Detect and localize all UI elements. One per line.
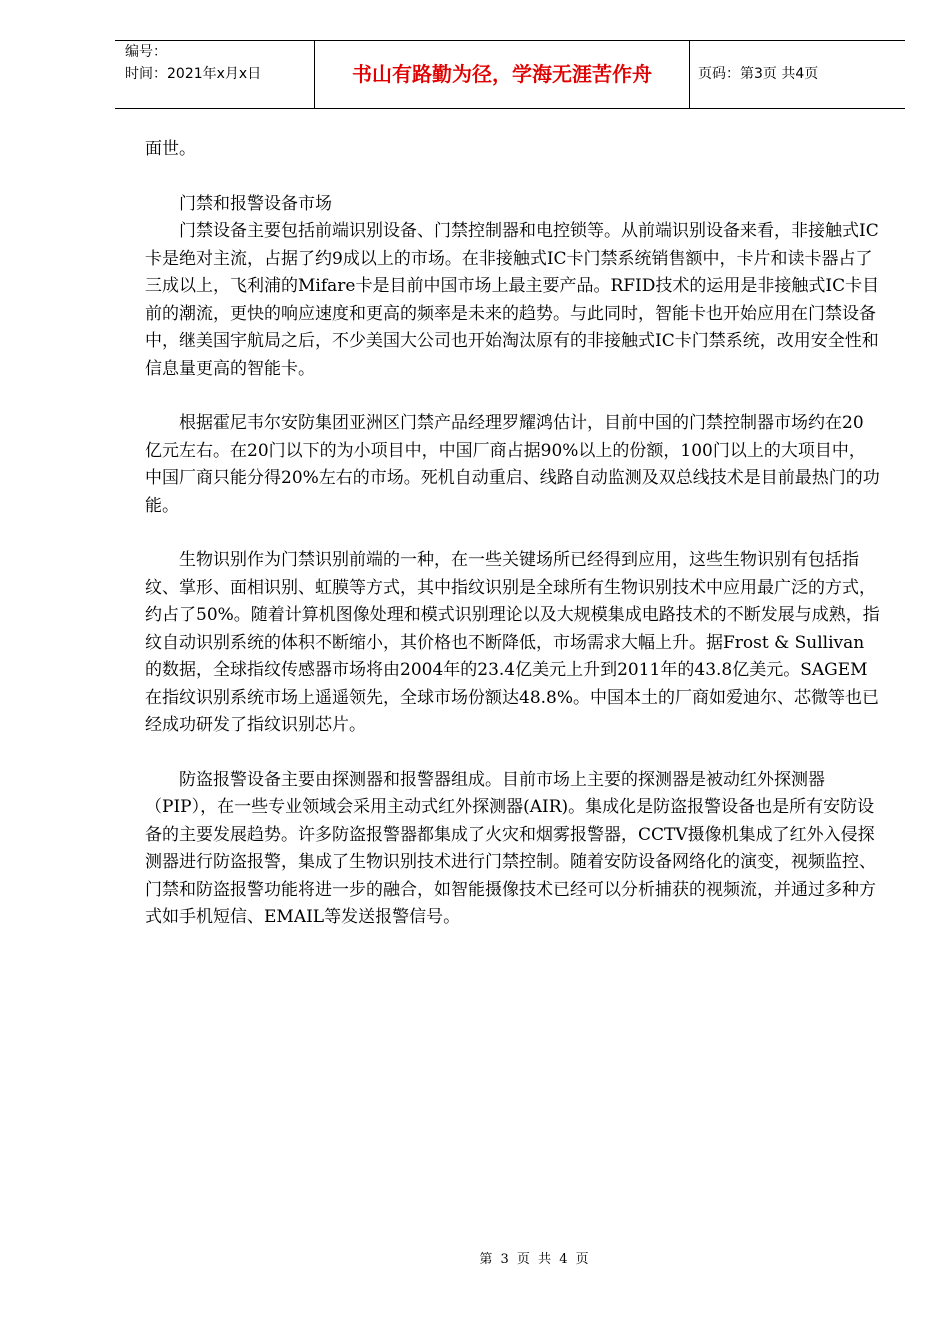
header-page-number: 页码：第3页 共4页 bbox=[698, 66, 819, 82]
paragraph: 根据霍尼韦尔安防集团亚洲区门禁产品经理罗耀鸿估计，目前中国的门禁控制器市场约在20亿元左右。在20门以下的为小项目中，中国厂商占据90%以上的份额，100门以上的大项目中，中国厂商只能分得20%左右的市场。死机自动重启、线路自动监测及双总线技术是目前最热门的功能。 bbox=[145, 413, 880, 516]
document-body bbox=[145, 136, 880, 932]
header-meta bbox=[115, 41, 315, 108]
paragraph: 生物识别作为门禁识别前端的一种，在一些关键场所已经得到应用，这些生物识别有包括指纹、掌形、面相识别、虹膜等方式，其中指纹识别是全球所有生物识别技术中应用最广泛的方式，约占了50%。随着计算机图像处理和模式识别理论以及大规模集成电路技术的不断发展与成熟，指纹自动识别系统的体积不断缩小，其价格也不断降低，市场需求大幅上升。据Frost & Sullivan的数据，全球指纹传感器市场将由2004年的23.4亿美元上升到2011年的43.8亿美元。SAGEM在指纹识别系统市场上遥遥领先，全球市场份额达48.8%。中国本土的厂商如爱迪尔、芯微等也已经成功研发了指纹识别芯片。 bbox=[145, 550, 880, 735]
page-header bbox=[115, 40, 905, 109]
paragraph: 防盗报警设备主要由探测器和报警器组成。目前市场上主要的探测器是被动红外探测器（PIP），在一些专业领域会采用主动式红外探测器(AIR)。集成化是防盗报警设备也是所有安防设备的主要发展趋势。许多防盗报警器都集成了火灾和烟雾报警器，CCTV摄像机集成了红外入侵探测器进行防盗报警，集成了生物识别技术进行门禁控制。随着安防设备网络化的演变，视频监控、门禁和防盗报警功能将进一步的融合，如智能摄像技术已经可以分析捕获的视频流，并通过多种方式如手机短信、EMAIL等发送报警信号。 bbox=[145, 769, 876, 927]
document-number: 编号： bbox=[125, 44, 167, 60]
paragraph: 门禁设备主要包括前端识别设备、门禁控制器和电控锁等。从前端识别设备来看，非接触式IC卡是绝对主流，占据了约9成以上的市场。在非接触式IC卡门禁系统销售额中，卡片和读卡器占了三成以上，飞利浦的Mifare卡是目前中国市场上最主要产品。RFID技术的运用是非接触式IC卡目前的潮流，更快的响应速度和更高的频率是未来的趋势。与此同时，智能卡也开始应用在门禁设备中，继美国宇航局之后，不少美国大公司也开始淘汰原有的非接触式IC卡门禁系统，改用安全性和信息量更高的智能卡。 bbox=[145, 221, 880, 379]
header-motto: 书山有路勤为径，学海无涯苦作舟 bbox=[315, 41, 690, 108]
section-heading: 门禁和报警设备市场 bbox=[179, 193, 332, 214]
page-footer: 第 3 页 共 4 页 bbox=[479, 1252, 591, 1267]
document-time: 时间：2021年x月x日 bbox=[125, 66, 262, 82]
paragraph-continuation: 面世。 bbox=[145, 139, 196, 159]
